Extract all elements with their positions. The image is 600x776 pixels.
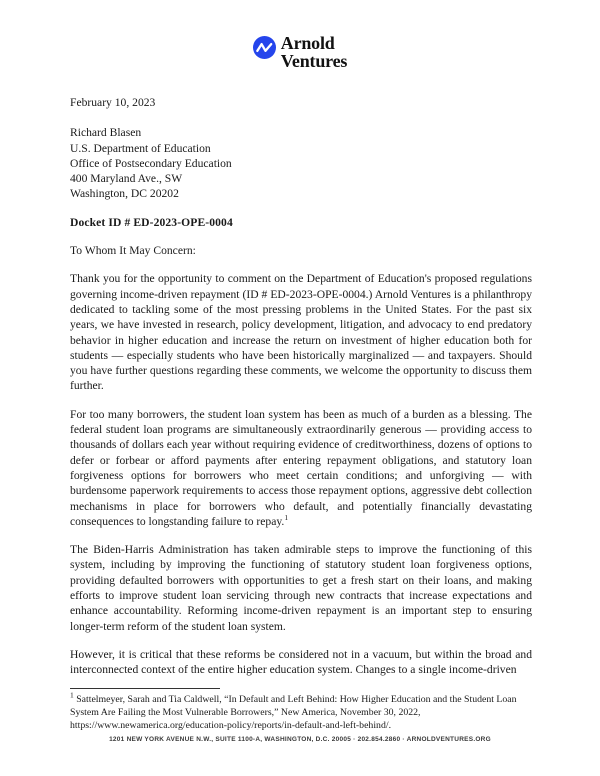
av-monogram-icon: [253, 36, 276, 59]
recipient-street: 400 Maryland Ave., SW: [70, 172, 183, 186]
body-paragraph-1-text: Thank you for the opportunity to comment on the Department of Education's proposed regulations governing income-driven repayment (ID # ED-2023-OPE-0004.) Arnold Ventures is a philanthropy dedicated to tackling some of the most pressing problems in the United States. For the past six years, we have invested in research, policy development, litigation, and advocacy to end predatory behavior in higher education and increase the return on investment of higher education both for students — especially students who have been historically marginalized — and taxpayers. Should you have further questions regarding these comments, we welcome the opportunity to discuss them further.: [70, 272, 532, 393]
salutation: To Whom It May Concern:: [70, 244, 196, 258]
recipient-office: Office of Postsecondary Education: [70, 156, 232, 170]
docket-id: Docket ID # ED-2023-OPE-0004: [70, 215, 233, 229]
footnote-divider: [70, 688, 220, 689]
brand-name: [281, 34, 347, 70]
body-paragraph-4: [70, 647, 532, 678]
body-paragraph-2-text: For too many borrowers, the student loan system has been as much of a burden as a blessing. The federal student loan programs are simultaneously extraordinarily generous — providing access to thousands of dollars each year without requiring evidence of creditworthiness, dozens of options to defer or forbear or afford payments after entering repayment obligations, and statutory loan forgiveness options for borrowers who meet certain conditions; and unforgiving — with burdensome paperwork requirements to access those repayment options, aggressive debt collection mechanisms in place for borrowers who default, and potentially financially devastating consequences to longstanding failure to repay.: [70, 407, 532, 528]
body-paragraph-3-text: The Biden-Harris Administration has taken admirable steps to improve the functioning of this system, including by improving the functioning of statutory student loan forgiveness options, providing defaulted borrowers with opportunities to get a fresh start on their loans, and making efforts to improve student loan servicing through new contracts that increase expectations and enhance accountability. Reforming income-driven repayment is an important step to ensuring longer-term reform of the student loan system.: [70, 543, 532, 633]
brand-name-line2: Ventures: [280, 51, 348, 71]
footer-contact-line: 1201 NEW YORK AVENUE N.W., SUITE 1100-A, WASHINGTON, D.C. 20005 · 202.854.2860 · ARNOLDVENTURES.ORG: [109, 736, 491, 743]
footnote-reference-marker: 1: [284, 512, 289, 522]
recipient-address-block: [70, 125, 532, 201]
body-paragraph-4-text: However, it is critical that these reforms be considered not in a vacuum, but within the broad and interconnected context of the entire higher education system. Changes to a single income-driven: [70, 647, 532, 677]
body-paragraph-1: [70, 271, 532, 393]
footnote-text: Sattelmeyer, Sarah and Tia Caldwell, “In Default and Left Behind: How Higher Education and the Student Loan System Are Failing the Most Vulnerable Borrowers,” New America, November 30, 2022, https://www.newamerica.org/education-policy/reports/in-default-and-left-behind/.: [70, 693, 517, 731]
letter-content: [70, 95, 532, 732]
brand-name-line1: Arnold: [280, 33, 335, 53]
recipient-city: Washington, DC 20202: [70, 187, 179, 201]
recipient-org: U.S. Department of Education: [70, 141, 211, 155]
footnote-marker: 1: [70, 690, 74, 700]
letter-date: February 10, 2023: [70, 96, 156, 109]
arnold-ventures-logo: [0, 0, 600, 70]
body-paragraph-2: [70, 407, 532, 529]
body-paragraph-3: [70, 542, 532, 634]
footnote: [70, 690, 522, 733]
recipient-name: Richard Blasen: [70, 126, 142, 140]
